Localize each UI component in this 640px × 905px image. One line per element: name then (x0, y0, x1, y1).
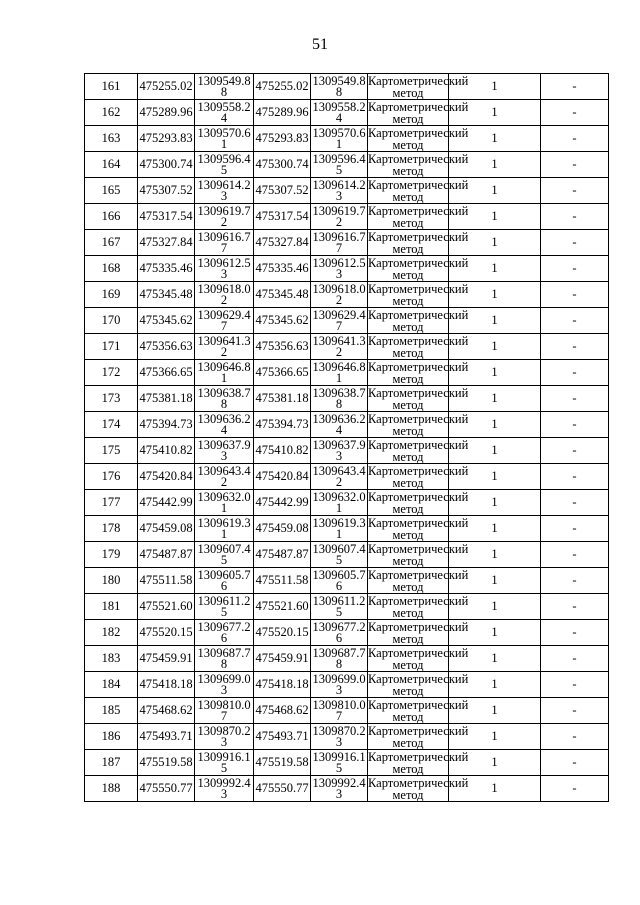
accuracy-cell: 1 (449, 204, 541, 230)
note-cell: - (541, 152, 609, 178)
table-row (85, 386, 609, 412)
point-number-cell: 171 (85, 334, 138, 360)
y-coordinate-2-cell: 1309687.78 (312, 645, 366, 671)
method-cell: Картометрический метод (368, 411, 469, 438)
y-coordinate-cell: 1309638.78 (195, 386, 254, 412)
point-number-cell: 163 (85, 126, 138, 152)
note-cell: - (541, 126, 609, 152)
accuracy-cell: 1 (449, 412, 541, 438)
x-coordinate-cell: 475459.08 (138, 516, 195, 542)
method-cell: Картометрический метод (368, 645, 469, 672)
accuracy-cell: 1 (449, 100, 541, 126)
y-coordinate-cell: 1309616.77 (195, 230, 254, 256)
x-coordinate-2-cell: 475327.84 (254, 230, 311, 256)
x-coordinate-2-cell: 475335.46 (254, 256, 311, 282)
y-coordinate-cell: 1309619.31 (195, 516, 254, 542)
accuracy-cell: 1 (449, 594, 541, 620)
y-coordinate-2-cell: 1309641.32 (312, 333, 366, 359)
x-coordinate-2-cell: 475366.65 (254, 360, 311, 386)
y-coordinate-2-cell: 1309643.42 (312, 463, 366, 489)
point-number-cell: 168 (85, 256, 138, 282)
x-coordinate-cell: 475420.84 (138, 464, 195, 490)
x-coordinate-cell: 475394.73 (138, 412, 195, 438)
table-row (85, 360, 609, 386)
y-coordinate-cell: 1309636.24 (195, 412, 254, 438)
point-number-cell: 162 (85, 100, 138, 126)
accuracy-cell: 1 (449, 178, 541, 204)
accuracy-cell: 1 (449, 334, 541, 360)
table-row (85, 594, 609, 620)
x-coordinate-2-cell: 475394.73 (254, 412, 311, 438)
accuracy-cell: 1 (449, 282, 541, 308)
method-cell: Картометрический метод (368, 463, 469, 490)
y-coordinate-cell: 1309605.76 (195, 568, 254, 594)
x-coordinate-cell: 475345.62 (138, 308, 195, 334)
y-coordinate-2-cell: 1309612.53 (312, 255, 366, 281)
x-coordinate-2-cell: 475459.08 (254, 516, 311, 542)
table-row (85, 412, 609, 438)
table-row (85, 438, 609, 464)
y-coordinate-cell: 1309632.01 (195, 490, 254, 516)
point-number-cell: 176 (85, 464, 138, 490)
x-coordinate-cell: 475317.54 (138, 204, 195, 230)
x-coordinate-cell: 475487.87 (138, 542, 195, 568)
method-cell: Картометрический метод (368, 541, 469, 568)
method-cell: Картометрический метод (368, 697, 469, 724)
y-coordinate-cell: 1309637.93 (195, 438, 254, 464)
x-coordinate-2-cell: 475468.62 (254, 698, 311, 724)
note-cell: - (541, 360, 609, 386)
accuracy-cell: 1 (449, 74, 541, 100)
point-number-cell: 186 (85, 724, 138, 750)
note-cell: - (541, 256, 609, 282)
y-coordinate-cell: 1309810.07 (195, 698, 254, 724)
y-coordinate-2-cell: 1309632.01 (312, 489, 366, 515)
y-coordinate-2-cell: 1309699.03 (312, 671, 366, 697)
table-row (85, 100, 609, 126)
y-coordinate-2-cell: 1309607.45 (312, 541, 366, 567)
point-number-cell: 174 (85, 412, 138, 438)
point-number-cell: 173 (85, 386, 138, 412)
y-coordinate-cell: 1309612.53 (195, 256, 254, 282)
method-cell: Картометрический метод (368, 619, 469, 646)
note-cell: - (541, 230, 609, 256)
y-coordinate-2-cell: 1309570.61 (312, 125, 366, 151)
y-coordinate-2-cell: 1309637.93 (312, 437, 366, 463)
y-coordinate-2-cell: 1309677.26 (312, 619, 366, 645)
point-number-cell: 175 (85, 438, 138, 464)
x-coordinate-cell: 475511.58 (138, 568, 195, 594)
note-cell: - (541, 594, 609, 620)
table-row (85, 724, 609, 750)
note-cell: - (541, 74, 609, 100)
point-number-cell: 184 (85, 672, 138, 698)
accuracy-cell: 1 (449, 568, 541, 594)
y-coordinate-2-cell: 1309992.43 (312, 775, 366, 801)
x-coordinate-2-cell: 475521.60 (254, 594, 311, 620)
point-number-cell: 188 (85, 776, 138, 802)
table-row (85, 750, 609, 776)
x-coordinate-cell: 475381.18 (138, 386, 195, 412)
note-cell: - (541, 516, 609, 542)
note-cell: - (541, 568, 609, 594)
accuracy-cell: 1 (449, 308, 541, 334)
y-coordinate-2-cell: 1309916.15 (312, 749, 366, 775)
table-row (85, 542, 609, 568)
table-row (85, 516, 609, 542)
method-cell: Картометрический метод (368, 229, 469, 256)
x-coordinate-2-cell: 475307.52 (254, 178, 311, 204)
accuracy-cell: 1 (449, 542, 541, 568)
y-coordinate-2-cell: 1309810.07 (312, 697, 366, 723)
x-coordinate-2-cell: 475459.91 (254, 646, 311, 672)
point-number-cell: 185 (85, 698, 138, 724)
point-number-cell: 166 (85, 204, 138, 230)
note-cell: - (541, 100, 609, 126)
y-coordinate-cell: 1309619.72 (195, 204, 254, 230)
x-coordinate-2-cell: 475418.18 (254, 672, 311, 698)
y-coordinate-cell: 1309607.45 (195, 542, 254, 568)
y-coordinate-cell: 1309570.61 (195, 126, 254, 152)
y-coordinate-cell: 1309558.24 (195, 100, 254, 126)
accuracy-cell: 1 (449, 620, 541, 646)
x-coordinate-cell: 475550.77 (138, 776, 195, 802)
accuracy-cell: 1 (449, 256, 541, 282)
point-number-cell: 172 (85, 360, 138, 386)
x-coordinate-cell: 475418.18 (138, 672, 195, 698)
x-coordinate-cell: 475410.82 (138, 438, 195, 464)
point-number-cell: 170 (85, 308, 138, 334)
note-cell: - (541, 620, 609, 646)
method-cell: Картометрический метод (368, 671, 469, 698)
table-row (85, 282, 609, 308)
method-cell: Картометрический метод (368, 385, 469, 412)
table-row (85, 568, 609, 594)
point-number-cell: 180 (85, 568, 138, 594)
table-row (85, 620, 609, 646)
x-coordinate-cell: 475327.84 (138, 230, 195, 256)
note-cell: - (541, 438, 609, 464)
table-row (85, 152, 609, 178)
y-coordinate-2-cell: 1309870.23 (312, 723, 366, 749)
x-coordinate-cell: 475520.15 (138, 620, 195, 646)
method-cell: Картометрический метод (368, 749, 469, 776)
x-coordinate-cell: 475356.63 (138, 334, 195, 360)
accuracy-cell: 1 (449, 646, 541, 672)
x-coordinate-2-cell: 475442.99 (254, 490, 311, 516)
table-row (85, 646, 609, 672)
accuracy-cell: 1 (449, 152, 541, 178)
method-cell: Картометрический метод (368, 515, 469, 542)
accuracy-cell: 1 (449, 438, 541, 464)
table-row (85, 698, 609, 724)
table-row (85, 334, 609, 360)
table-row (85, 126, 609, 152)
y-coordinate-cell: 1309643.42 (195, 464, 254, 490)
x-coordinate-2-cell: 475293.83 (254, 126, 311, 152)
x-coordinate-cell: 475293.83 (138, 126, 195, 152)
note-cell: - (541, 204, 609, 230)
point-number-cell: 187 (85, 750, 138, 776)
x-coordinate-2-cell: 475356.63 (254, 334, 311, 360)
y-coordinate-cell: 1309596.45 (195, 152, 254, 178)
method-cell: Картометрический метод (368, 333, 469, 360)
accuracy-cell: 1 (449, 750, 541, 776)
x-coordinate-2-cell: 475300.74 (254, 152, 311, 178)
y-coordinate-2-cell: 1309614.23 (312, 177, 366, 203)
point-number-cell: 161 (85, 74, 138, 100)
y-coordinate-2-cell: 1309616.77 (312, 229, 366, 255)
y-coordinate-2-cell: 1309611.25 (311, 594, 368, 620)
method-cell: Картометрический метод (368, 567, 469, 594)
method-cell: Картометрический метод (368, 593, 469, 620)
y-coordinate-cell: 1309870.23 (195, 724, 254, 750)
accuracy-cell: 1 (449, 490, 541, 516)
y-coordinate-2-cell: 1309605.76 (312, 567, 366, 593)
x-coordinate-cell: 475300.74 (138, 152, 195, 178)
y-coordinate-cell: 1309992.43 (195, 776, 254, 802)
table-row (85, 204, 609, 230)
method-cell: Картометрический метод (368, 177, 469, 204)
method-cell: Картометрический метод (368, 203, 469, 230)
y-coordinate-2-cell: 1309596.45 (312, 151, 366, 177)
y-coordinate-cell: 1309687.78 (195, 646, 254, 672)
method-cell: Картометрический метод (368, 359, 469, 386)
x-coordinate-2-cell: 475345.48 (254, 282, 311, 308)
accuracy-cell: 1 (449, 230, 541, 256)
x-coordinate-2-cell: 475519.58 (254, 750, 311, 776)
x-coordinate-2-cell: 475410.82 (254, 438, 311, 464)
table-row (85, 230, 609, 256)
point-number-cell: 182 (85, 620, 138, 646)
x-coordinate-cell: 475442.99 (138, 490, 195, 516)
x-coordinate-2-cell: 475317.54 (254, 204, 311, 230)
note-cell: - (541, 646, 609, 672)
x-coordinate-cell: 475468.62 (138, 698, 195, 724)
table-row (85, 178, 609, 204)
method-cell: Картометрический метод (368, 73, 469, 100)
note-cell: - (541, 308, 609, 334)
x-coordinate-2-cell: 475493.71 (254, 724, 311, 750)
method-cell: Картометрический метод (368, 307, 469, 334)
table-row (85, 256, 609, 282)
note-cell: - (541, 490, 609, 516)
x-coordinate-cell: 475255.02 (138, 74, 195, 100)
accuracy-cell: 1 (449, 464, 541, 490)
method-cell: Картометрический метод (368, 255, 469, 282)
table-row (85, 74, 609, 100)
x-coordinate-2-cell: 475550.77 (254, 776, 311, 802)
x-coordinate-2-cell: 475255.02 (254, 74, 311, 100)
accuracy-cell: 1 (449, 672, 541, 698)
point-number-cell: 164 (85, 152, 138, 178)
note-cell: - (541, 542, 609, 568)
method-cell: Картометрический метод (368, 281, 469, 308)
coordinates-table-body (85, 74, 609, 802)
y-coordinate-2-cell: 1309646.81 (312, 359, 366, 385)
x-coordinate-2-cell: 475520.15 (254, 620, 311, 646)
x-coordinate-cell: 475307.52 (138, 178, 195, 204)
method-cell: Картометрический метод (368, 99, 469, 126)
x-coordinate-cell: 475519.58 (138, 750, 195, 776)
x-coordinate-cell: 475493.71 (138, 724, 195, 750)
y-coordinate-2-cell: 1309629.47 (312, 307, 366, 333)
method-cell: Картометрический метод (368, 723, 469, 750)
note-cell: - (541, 672, 609, 698)
note-cell: - (541, 776, 609, 802)
accuracy-cell: 1 (449, 360, 541, 386)
note-cell: - (541, 698, 609, 724)
page-number: 51 (312, 36, 328, 53)
y-coordinate-cell: 1309916.15 (195, 750, 254, 776)
method-cell: Картометрический метод (368, 437, 469, 464)
x-coordinate-2-cell: 475289.96 (254, 100, 311, 126)
method-cell: Картометрический метод (368, 489, 469, 516)
note-cell: - (541, 282, 609, 308)
point-number-cell: 179 (85, 542, 138, 568)
y-coordinate-2-cell: 1309619.72 (312, 203, 366, 229)
point-number-cell: 178 (85, 516, 138, 542)
y-coordinate-cell: 1309618.02 (195, 282, 254, 308)
point-number-cell: 183 (85, 646, 138, 672)
note-cell: - (541, 724, 609, 750)
y-coordinate-cell: 1309611.25 (195, 594, 254, 620)
table-row (85, 672, 609, 698)
y-coordinate-2-cell: 1309558.24 (312, 99, 366, 125)
y-coordinate-2-cell: 1309638.78 (312, 385, 366, 411)
point-number-cell: 167 (85, 230, 138, 256)
y-coordinate-cell: 1309629.47 (195, 308, 254, 334)
x-coordinate-cell: 475521.60 (138, 594, 195, 620)
y-coordinate-cell: 1309641.32 (195, 334, 254, 360)
y-coordinate-cell: 1309549.88 (195, 74, 254, 100)
table-row (85, 490, 609, 516)
accuracy-cell: 1 (449, 698, 541, 724)
y-coordinate-cell: 1309646.81 (195, 360, 254, 386)
note-cell: - (541, 178, 609, 204)
method-cell: Картометрический метод (368, 775, 469, 802)
x-coordinate-cell: 475366.65 (138, 360, 195, 386)
y-coordinate-2-cell: 1309549.88 (312, 73, 366, 99)
point-number-cell: 165 (85, 178, 138, 204)
x-coordinate-cell: 475335.46 (138, 256, 195, 282)
table-row (85, 776, 609, 802)
y-coordinate-cell: 1309699.03 (195, 672, 254, 698)
point-number-cell: 169 (85, 282, 138, 308)
x-coordinate-2-cell: 475487.87 (254, 542, 311, 568)
coordinates-table (84, 73, 609, 802)
note-cell: - (541, 386, 609, 412)
point-number-cell: 177 (85, 490, 138, 516)
x-coordinate-cell: 475459.91 (138, 646, 195, 672)
accuracy-cell: 1 (449, 386, 541, 412)
y-coordinate-cell: 1309614.23 (195, 178, 254, 204)
method-cell: Картометрический метод (368, 125, 469, 152)
note-cell: - (541, 750, 609, 776)
accuracy-cell: 1 (449, 776, 541, 802)
accuracy-cell: 1 (449, 126, 541, 152)
note-cell: - (541, 412, 609, 438)
table-row (85, 464, 609, 490)
accuracy-cell: 1 (449, 516, 541, 542)
point-number-cell: 181 (85, 594, 138, 620)
x-coordinate-2-cell: 475381.18 (254, 386, 311, 412)
y-coordinate-2-cell: 1309636.24 (312, 411, 366, 437)
x-coordinate-2-cell: 475345.62 (254, 308, 311, 334)
note-cell: - (541, 334, 609, 360)
x-coordinate-2-cell: 475420.84 (254, 464, 311, 490)
y-coordinate-2-cell: 1309619.31 (312, 515, 366, 541)
y-coordinate-cell: 1309677.26 (195, 620, 254, 646)
table-row (85, 308, 609, 334)
accuracy-cell: 1 (449, 724, 541, 750)
y-coordinate-2-cell: 1309618.02 (312, 281, 366, 307)
x-coordinate-2-cell: 475511.58 (254, 568, 311, 594)
note-cell: - (541, 464, 609, 490)
x-coordinate-cell: 475289.96 (138, 100, 195, 126)
x-coordinate-cell: 475345.48 (138, 282, 195, 308)
method-cell: Картометрический метод (368, 151, 469, 178)
